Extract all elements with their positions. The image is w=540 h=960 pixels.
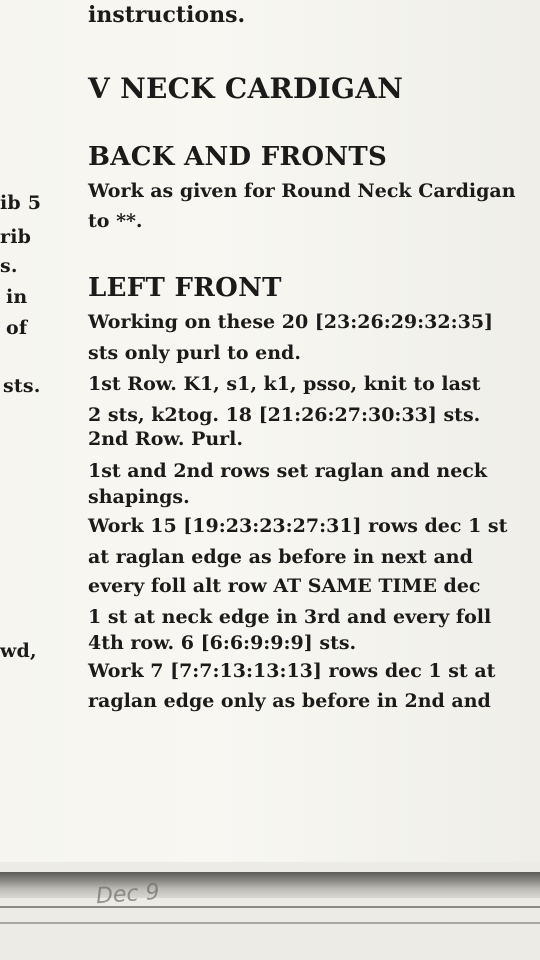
text-line: 2 sts, k2tog. 18 [21:26:27:30:33] sts. — [88, 404, 481, 426]
text-line: 1 st at neck edge in 3rd and every foll — [88, 606, 492, 628]
text-line: to **. — [88, 210, 143, 232]
section-heading-left-front: LEFT FRONT — [88, 273, 282, 303]
left-fragment: wd, — [0, 640, 37, 662]
page-edge-shadow — [0, 872, 540, 898]
left-fragment: of — [6, 317, 28, 339]
handwritten-note: Dec 9 — [95, 879, 161, 910]
instructions-tail: instructions. — [88, 2, 246, 28]
text-line: 1st Row. K1, s1, k1, psso, knit to last — [88, 373, 481, 395]
text-line: Working on these 20 [23:26:29:32:35] — [88, 311, 494, 333]
text-line: every foll alt row AT SAME TIME dec — [88, 575, 481, 597]
text-line: shapings. — [88, 486, 190, 508]
left-fragment: in — [6, 286, 28, 308]
lined-paper-below — [0, 862, 540, 960]
ruled-line — [0, 906, 540, 908]
main-text-column — [88, 0, 528, 870]
text-line: raglan edge only as before in 2nd and — [88, 690, 491, 712]
text-line: Work 15 [19:23:23:27:31] rows dec 1 st — [88, 515, 508, 537]
left-column-fragments — [0, 0, 60, 870]
text-line: sts only purl to end. — [88, 342, 301, 364]
text-line: 4th row. 6 [6:6:9:9:9] sts. — [88, 632, 357, 654]
left-fragment: rib — [0, 226, 32, 248]
text-line: at raglan edge as before in next and — [88, 546, 473, 568]
section-heading-back-and-fronts: BACK AND FRONTS — [88, 142, 388, 172]
text-line: 1st and 2nd rows set raglan and neck — [88, 460, 488, 482]
text-line: Work as given for Round Neck Cardigan — [88, 180, 516, 202]
ruled-line — [0, 922, 540, 924]
text-line: Work 7 [7:7:13:13:13] rows dec 1 st at — [88, 660, 496, 682]
text-line: 2nd Row. Purl. — [88, 428, 244, 450]
left-fragment: sts. — [3, 375, 41, 397]
page-title: V NECK CARDIGAN — [88, 72, 404, 105]
left-fragment: ib 5 — [0, 192, 42, 214]
left-fragment: s. — [0, 255, 18, 277]
